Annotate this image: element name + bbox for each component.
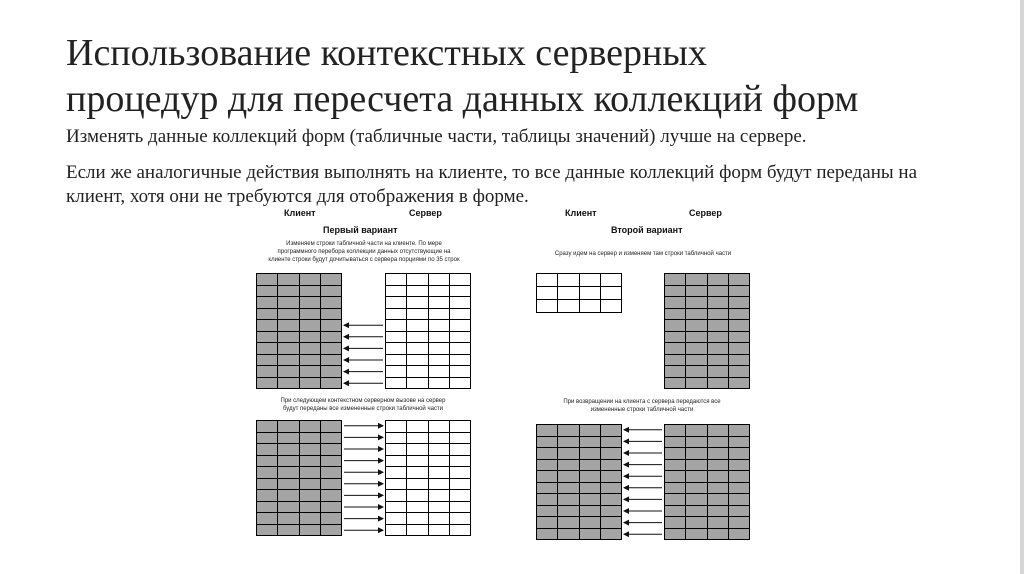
left-top-note-line-3: клиенте строки будут дочитываться с сервера порциями по 35 строк xyxy=(268,257,460,263)
slide-title-line-1: Использование контекстных серверных xyxy=(66,32,707,74)
left-variant-label: Первый вариант xyxy=(323,225,398,235)
right-variant-label: Второй вариант xyxy=(611,225,683,235)
right-top-note-line-1: Сразу идем на сервер и изменяем там строки табличной части xyxy=(554,251,732,257)
right-bottom-note-line-1: При возвращении на клиента с сервера передаются все xyxy=(563,399,721,405)
left-client-label: Клиент xyxy=(284,208,316,218)
paragraph-1: Изменять данные коллекций форм (табличные части, таблицы значений) лучше на сервере. xyxy=(66,126,807,147)
paragraph-2: Если же аналогичные действия выполнять на клиенте, то все данные коллекций форм будут переданы на клиент, хотя они не требуются для отображения в форме. xyxy=(66,162,918,207)
left-bottom-note-line-2: будут переданы все измененные строки табличной части xyxy=(282,406,444,412)
left-top-note-line-1: Изменяем строки табличной части на клиенте. По мере xyxy=(286,241,442,247)
left-top-note-line-2: программного перебора коллекции данных отсутствующие на xyxy=(277,249,451,255)
left-server-label: Сервер xyxy=(409,208,442,218)
left-bottom-note-line-1: При следующем контекстном серверном вызове на сервер xyxy=(280,398,446,404)
right-client-label: Клиент xyxy=(565,208,597,218)
right-server-label: Сервер xyxy=(689,208,722,218)
right-bottom-note-line-2: измененные строки табличной части xyxy=(590,407,694,413)
slide-title-line-2: процедур для пересчета данных коллекций форм xyxy=(66,78,859,120)
